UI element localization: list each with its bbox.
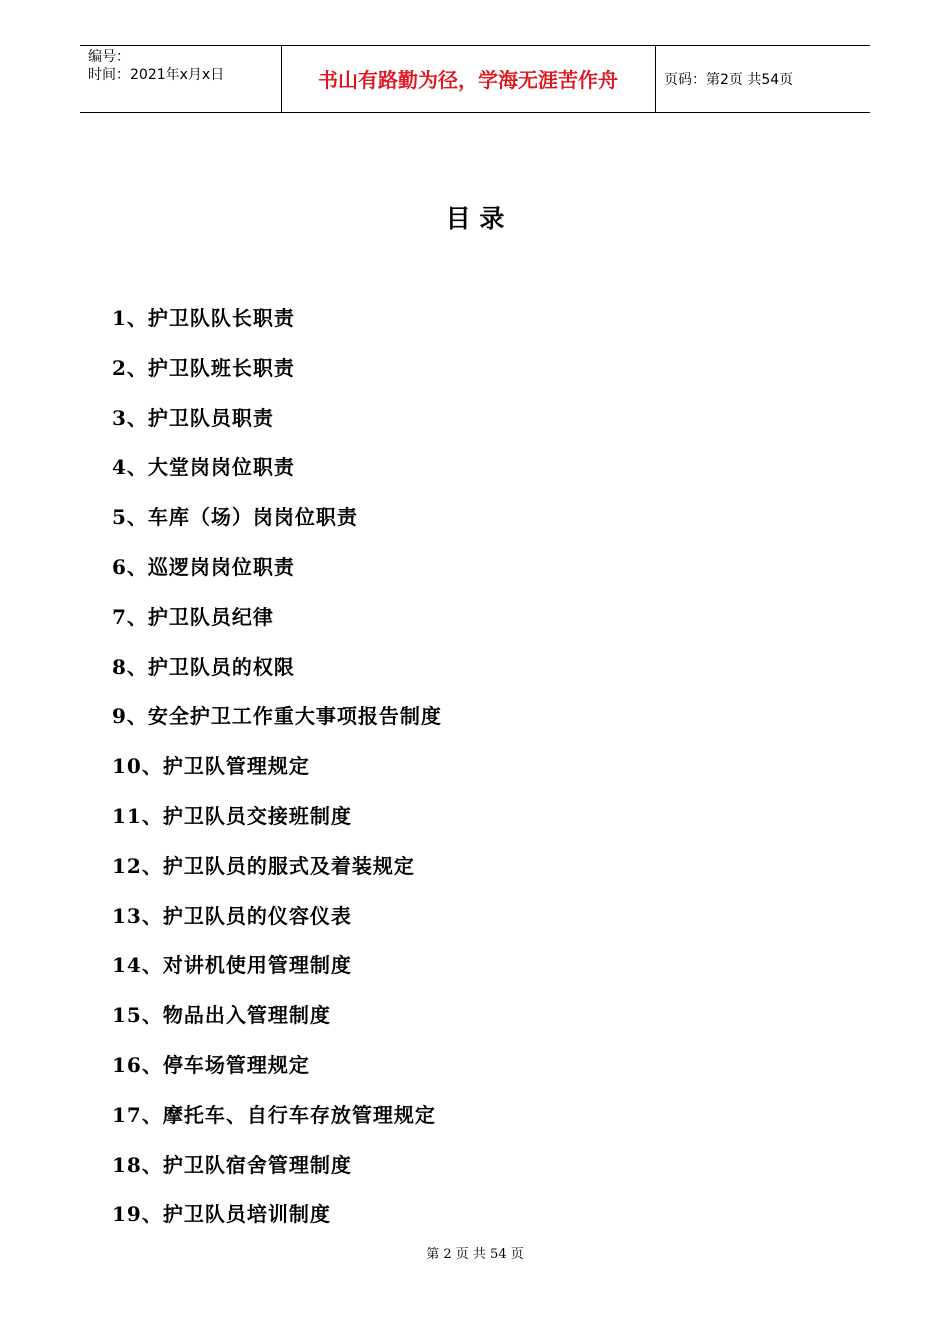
toc-item: 17、摩托车、自行车存放管理规定 [112, 1102, 436, 1127]
toc-item: 8、护卫队员的权限 [112, 654, 295, 679]
header-motto-cell [281, 46, 656, 112]
page-info: 页码：第2页 共54页 [664, 72, 794, 88]
toc-item: 14、对讲机使用管理制度 [112, 953, 352, 978]
toc-item: 11、护卫队员交接班制度 [112, 803, 352, 828]
toc-item: 18、护卫队宿舍管理制度 [112, 1152, 352, 1177]
toc-item: 16、停车场管理规定 [112, 1052, 310, 1077]
document-title: 目 录 [445, 204, 505, 233]
toc-item: 12、护卫队员的服式及着装规定 [112, 853, 415, 878]
toc-item: 4、大堂岗岗位职责 [112, 455, 295, 480]
header-page-cell [655, 46, 870, 112]
motto-text: 书山有路勤为径，学海无涯苦作舟 [318, 68, 618, 92]
toc-item: 6、巡逻岗岗位职责 [112, 554, 295, 579]
toc-item: 2、护卫队班长职责 [112, 355, 295, 380]
toc-item: 5、车库（场）岗岗位职责 [112, 505, 358, 530]
page-header [80, 45, 870, 113]
table-of-contents [112, 303, 442, 1249]
toc-item: 15、物品出入管理制度 [112, 1003, 331, 1028]
toc-item: 9、安全护卫工作重大事项报告制度 [112, 704, 442, 729]
toc-item: 7、护卫队员纪律 [112, 604, 274, 629]
toc-item: 13、护卫队员的仪容仪表 [112, 903, 352, 928]
toc-item: 10、护卫队管理规定 [112, 754, 310, 779]
number-label: 编号： [88, 49, 130, 65]
header-left-cell [80, 46, 282, 112]
time-label: 时间：2021年x月x日 [88, 67, 225, 83]
toc-item: 3、护卫队员职责 [112, 405, 274, 430]
toc-item: 19、护卫队员培训制度 [112, 1202, 331, 1227]
page-footer: 第 2 页 共 54 页 [426, 1247, 524, 1262]
toc-item: 1、护卫队队长职责 [112, 306, 295, 330]
